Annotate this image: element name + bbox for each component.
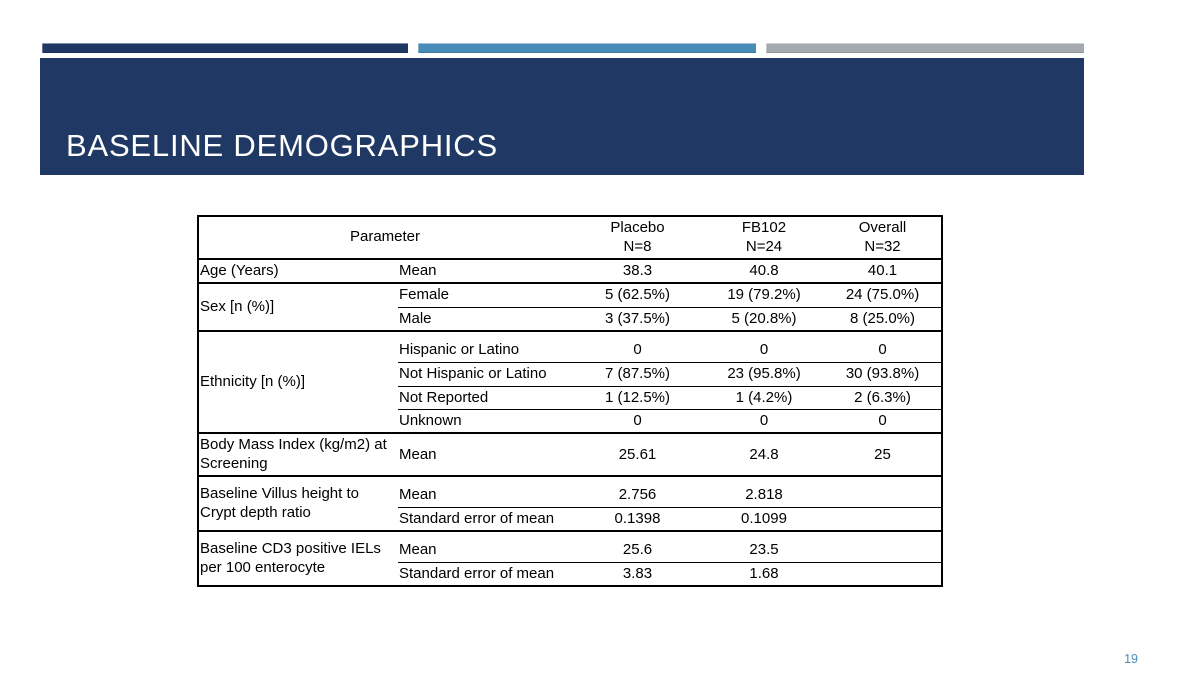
- value-overall: 40.1: [824, 259, 942, 283]
- value-overall: [824, 531, 942, 562]
- value-fb102: 1 (4.2%): [704, 386, 824, 409]
- sub-label: Male: [398, 307, 571, 331]
- value-placebo: 25.6: [571, 531, 704, 562]
- value-overall: [824, 507, 942, 531]
- sub-label: Mean: [398, 476, 571, 507]
- value-overall: 30 (93.8%): [824, 363, 942, 386]
- value-overall: [824, 476, 942, 507]
- value-overall: 24 (75.0%): [824, 283, 942, 307]
- sub-label: Standard error of mean: [399, 564, 555, 582]
- sub-label: Unknown: [398, 409, 571, 433]
- sub-label: Mean: [398, 433, 571, 476]
- value-placebo: 1 (12.5%): [571, 386, 704, 409]
- sub-label: Not Reported: [398, 386, 571, 409]
- demographics-table: [197, 215, 943, 587]
- table-row: [198, 283, 942, 307]
- value-fb102: 24.8: [704, 433, 824, 476]
- parameter-header-cell: Parameter: [198, 216, 571, 259]
- slide-title: BASELINE DEMOGRAPHICS: [66, 128, 498, 163]
- param-label-ethnicity: Ethnicity [n (%)]: [198, 331, 398, 433]
- value-fb102: 5 (20.8%): [704, 307, 824, 331]
- sub-label: Standard error of mean: [398, 507, 571, 531]
- page-number: 19: [1124, 652, 1138, 666]
- value-fb102: 23 (95.8%): [704, 363, 824, 386]
- col-header-overall: [824, 216, 942, 259]
- col-header-n: N=32: [864, 237, 901, 255]
- sub-label: Hispanic or Latino: [398, 331, 571, 363]
- value-placebo: 38.3: [571, 259, 704, 283]
- col-header-n: N=8: [623, 237, 652, 255]
- value-overall: 0: [824, 331, 942, 363]
- value-placebo: 0: [571, 331, 704, 363]
- col-header-fb102: [704, 216, 824, 259]
- table-header-row: [198, 216, 942, 259]
- value-overall: 25: [824, 433, 942, 476]
- param-label-sex: Sex [n (%)]: [198, 283, 398, 331]
- value-placebo: 3 (37.5%): [571, 307, 704, 331]
- col-header-n: N=24: [745, 237, 783, 255]
- value-placebo: 25.61: [571, 433, 704, 476]
- value-overall: 2 (6.3%): [824, 386, 942, 409]
- col-header-name: Overall: [858, 219, 907, 237]
- value-placebo: 2.756: [571, 476, 704, 507]
- table-row: [198, 531, 942, 562]
- param-label-villus: Baseline Villus height to Crypt depth ratio: [198, 476, 398, 531]
- value-overall: [824, 562, 942, 586]
- value-fb102: 1.68: [749, 564, 779, 582]
- value-placebo: 0: [571, 409, 704, 433]
- accent-bar-blue: [418, 43, 756, 53]
- value-placebo: 3.83: [622, 564, 653, 582]
- table-row: [198, 433, 942, 476]
- value-placebo: 7 (87.5%): [571, 363, 704, 386]
- col-header-placebo: [571, 216, 704, 259]
- accent-bar-gray: [766, 43, 1084, 53]
- table-row: [198, 331, 942, 363]
- title-band: [40, 58, 1084, 175]
- param-label-bmi: Body Mass Index (kg/m2) at Screening: [198, 433, 398, 476]
- col-header-name: FB102: [741, 219, 787, 237]
- value-fb102: 0: [704, 331, 824, 363]
- value-overall: 0: [824, 409, 942, 433]
- sub-label: Not Hispanic or Latino: [398, 363, 571, 386]
- value-fb102: 23.5: [704, 531, 824, 562]
- value-fb102: 2.818: [704, 476, 824, 507]
- value-placebo: 5 (62.5%): [571, 283, 704, 307]
- sub-label: Mean: [398, 531, 571, 562]
- table-row: [198, 476, 942, 507]
- col-header-name: Placebo: [610, 219, 665, 237]
- value-overall: 8 (25.0%): [824, 307, 942, 331]
- value-fb102: 40.8: [704, 259, 824, 283]
- table-row: [198, 259, 942, 283]
- value-fb102: 19 (79.2%): [704, 283, 824, 307]
- value-placebo: 0.1398: [571, 507, 704, 531]
- param-label-age: Age (Years): [198, 259, 398, 283]
- demographics-table-container: [197, 215, 941, 587]
- value-fb102: 0: [704, 409, 824, 433]
- value-fb102: 0.1099: [704, 507, 824, 531]
- accent-bar-navy: [42, 43, 408, 53]
- param-label-cd3: Baseline CD3 positive IELs per 100 enterocyte: [198, 531, 398, 586]
- sub-label: Female: [398, 283, 571, 307]
- sub-label: Mean: [398, 259, 571, 283]
